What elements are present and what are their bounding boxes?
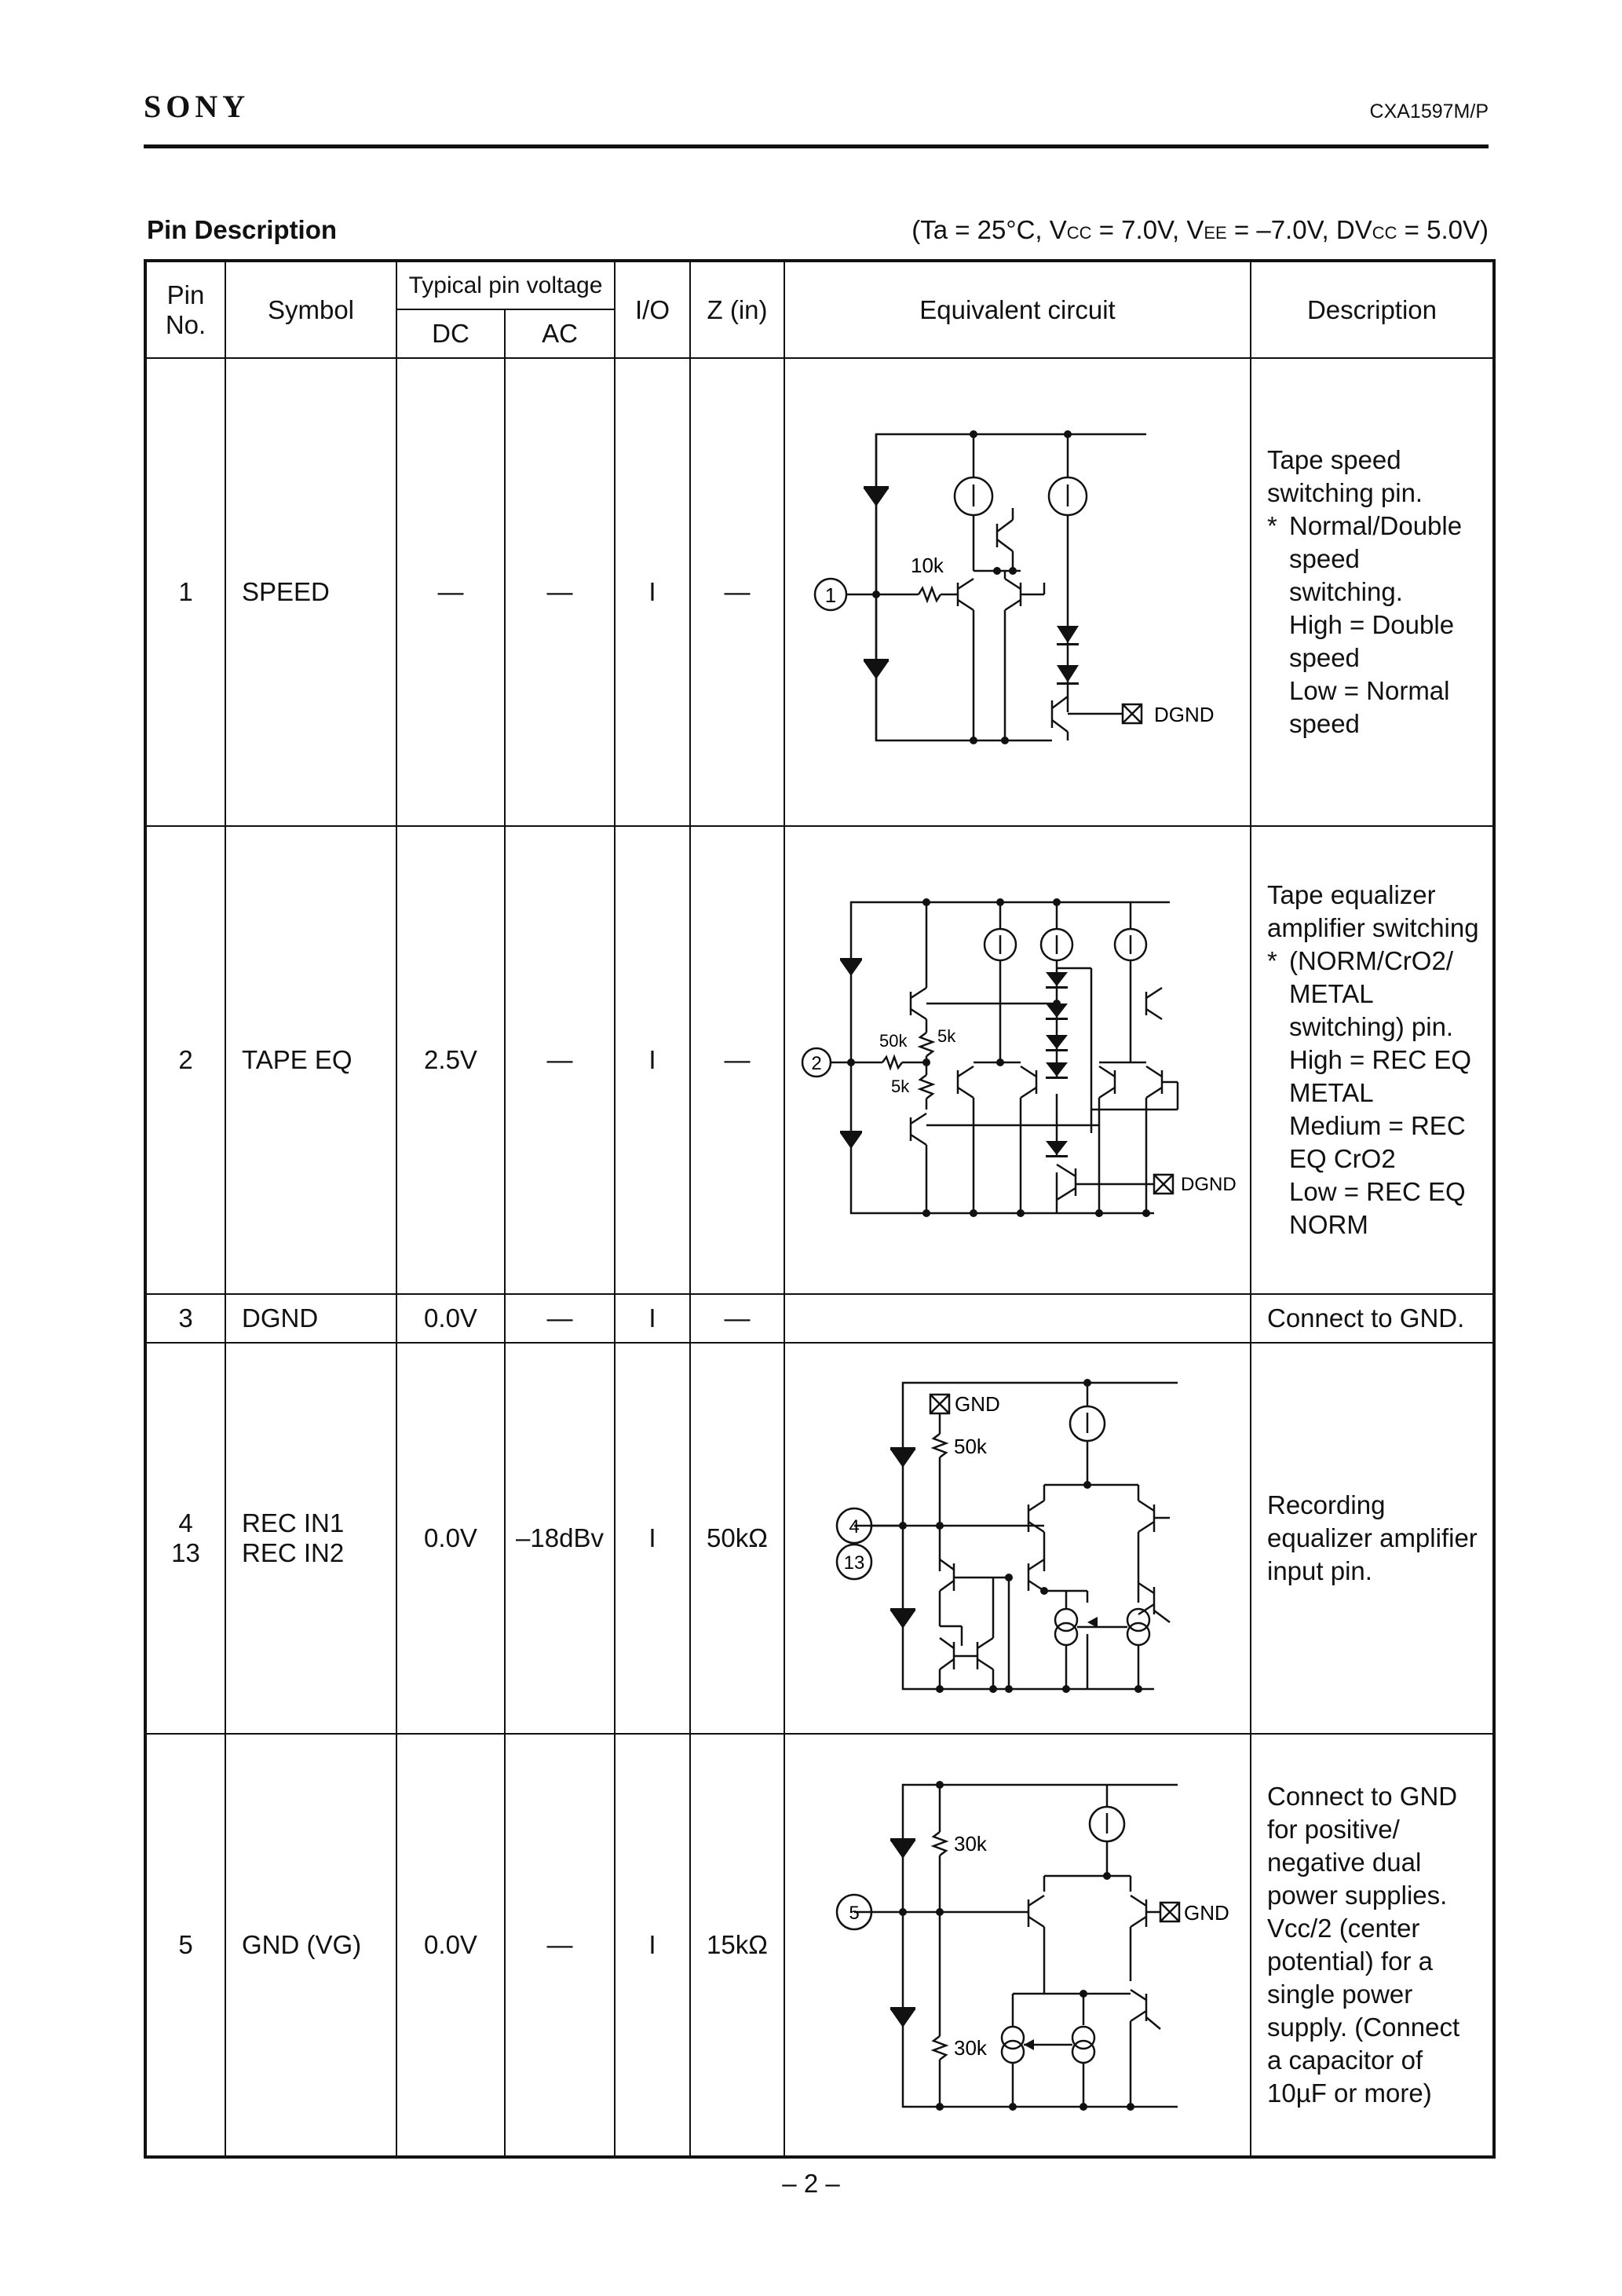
pin-description: Recording equalizer amplifier input pin. (1251, 1343, 1494, 1734)
table-row (145, 358, 1494, 826)
circuit-resistor-label: 5k (891, 1077, 910, 1096)
io-type: I (615, 1294, 690, 1343)
rec-in-circuit-diagram (785, 1344, 1248, 1733)
dc-voltage: 0.0V (396, 1734, 505, 2157)
pin-number: 4 13 (145, 1343, 225, 1734)
pin-symbol: TAPE EQ (225, 826, 396, 1294)
dc-voltage: — (396, 358, 505, 826)
speed-circuit-diagram (785, 359, 1248, 825)
tape-eq-circuit-diagram (785, 827, 1248, 1293)
measurement-conditions: (Ta = 25°C, VCC = 7.0V, VEE = –7.0V, DVCC = 5.0V) (911, 215, 1489, 244)
input-impedance: 50kΩ (690, 1343, 784, 1734)
ac-voltage: –18dBv (505, 1343, 615, 1734)
section-title: Pin Description (147, 215, 338, 244)
equivalent-circuit (784, 826, 1251, 1294)
pin-symbol: DGND (225, 1294, 396, 1343)
dc-voltage: 2.5V (396, 826, 505, 1294)
pin-description-table (144, 259, 1496, 2159)
pin-symbol: GND (VG) (225, 1734, 396, 2157)
circuit-resistor-label: 50k (954, 1435, 987, 1458)
equivalent-circuit (784, 1734, 1251, 2157)
dc-voltage: 0.0V (396, 1343, 505, 1734)
circuit-pin-label: 2 (811, 1053, 822, 1074)
header-description: Description (1251, 261, 1494, 358)
header-io: I/O (615, 261, 690, 358)
table-row (145, 1294, 1494, 1343)
io-type: I (615, 1343, 690, 1734)
equivalent-circuit (784, 1343, 1251, 1734)
dc-voltage: 0.0V (396, 1294, 505, 1343)
header-pin-no: Pin No. (145, 261, 225, 358)
document-id: CXA1597M/P (1369, 101, 1489, 122)
circuit-resistor-label: 30k (954, 1832, 987, 1855)
table-row (145, 1734, 1494, 2157)
circuit-ground-label: DGND (1154, 703, 1215, 726)
circuit-pin-label: 4 (849, 1516, 860, 1537)
equivalent-circuit (784, 358, 1251, 826)
pin-symbol: SPEED (225, 358, 396, 826)
equivalent-circuit (784, 1294, 1251, 1343)
io-type: I (615, 826, 690, 1294)
ac-voltage: — (505, 358, 615, 826)
circuit-resistor-label: 5k (937, 1026, 956, 1046)
page-number: – 2 – (782, 2169, 840, 2198)
input-impedance: — (690, 826, 784, 1294)
brand-logo: SONY (144, 89, 250, 124)
pin-description: Connect to GND for positive/ negative dual power supplies. Vcc/2 (center potential) for a single power supply. (Connect a capacitor of 10µF or more) (1251, 1734, 1494, 2157)
header-circuit: Equivalent circuit (784, 261, 1251, 358)
header-dc: DC (396, 309, 505, 358)
header-ac: AC (505, 309, 615, 358)
header-rule (144, 144, 1489, 148)
ac-voltage: — (505, 1734, 615, 2157)
io-type: I (615, 358, 690, 826)
ac-voltage: — (505, 826, 615, 1294)
pin-description: Tape speed switching pin. * Normal/Double speed switching. High = Double speed Low = Normal speed (1251, 358, 1494, 826)
circuit-pin-label: 1 (824, 583, 837, 607)
table-row (145, 1343, 1494, 1734)
pin-number: 3 (145, 1294, 225, 1343)
circuit-ground-label: DGND (1181, 1174, 1237, 1195)
pin-number: 5 (145, 1734, 225, 2157)
pin-description: Tape equalizer amplifier switching * (NORM/CrO2/ METAL switching) pin. High = REC EQ METAL Medium = REC EQ CrO2 Low = REC EQ NORM (1251, 826, 1494, 1294)
circuit-resistor-label: 10k (911, 554, 944, 577)
table-row (145, 826, 1494, 1294)
pin-number: 2 (145, 826, 225, 1294)
circuit-ground-label: GND (955, 1392, 1000, 1416)
io-type: I (615, 1734, 690, 2157)
input-impedance: — (690, 1294, 784, 1343)
gnd-vg-circuit-diagram (785, 1735, 1248, 2155)
circuit-ground-label: GND (1184, 1901, 1229, 1925)
header-symbol: Symbol (225, 261, 396, 358)
input-impedance: 15kΩ (690, 1734, 784, 2157)
header-zin: Z (in) (690, 261, 784, 358)
circuit-resistor-label: 50k (879, 1031, 908, 1051)
circuit-pin-label: 5 (849, 1903, 860, 1924)
input-impedance: — (690, 358, 784, 826)
circuit-pin-label: 13 (843, 1552, 865, 1574)
header-typical-voltage: Typical pin voltage (396, 261, 615, 309)
pin-symbol: REC IN1 REC IN2 (225, 1343, 396, 1734)
ac-voltage: — (505, 1294, 615, 1343)
pin-description: Connect to GND. (1251, 1294, 1494, 1343)
circuit-resistor-label: 30k (954, 2036, 987, 2060)
pin-number: 1 (145, 358, 225, 826)
